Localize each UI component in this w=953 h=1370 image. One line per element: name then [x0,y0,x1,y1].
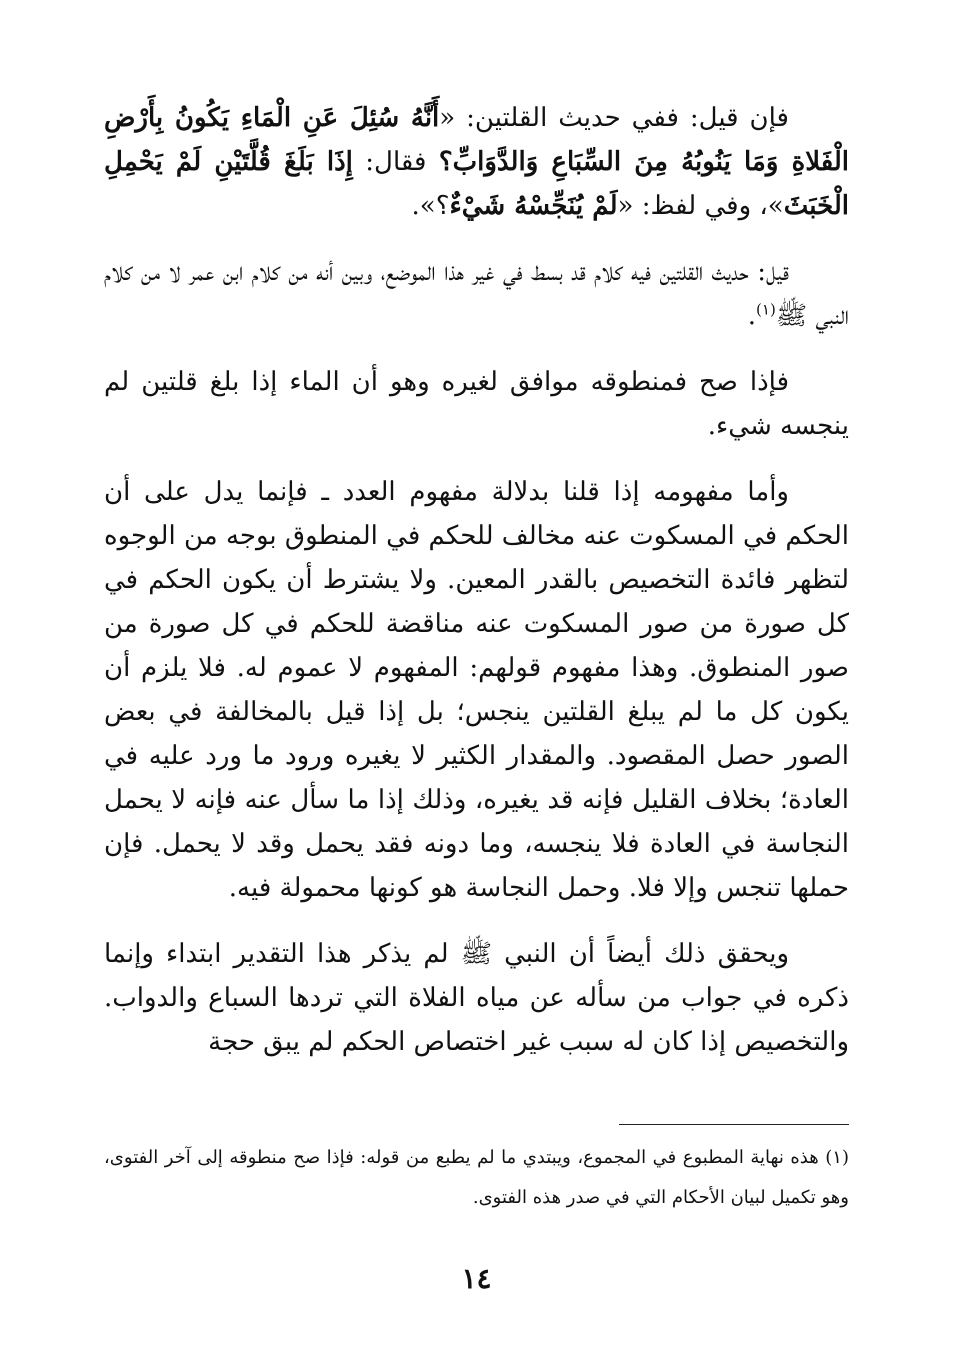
paragraph-2 [104,250,849,338]
hadith-variant: لَمْ يُنَجِّسْهُ شَيْءٌ [449,191,618,221]
paragraph-5: ويحقق ذلك أيضاً أن النبي ﷺ لم يذكر هذا التقدير ابتداء وإنما ذكره في جواب من سأله عن مياه الفلاة التي تردها السباع والدواب. والتخصيص إذا كان له سبب غير اختصاص الحكم لم يبق حجة [104,939,849,1057]
page-number: ١٤ [461,1262,492,1295]
paragraph-1 [104,96,849,228]
footnotes-block [104,1138,849,1218]
footnote-divider [619,1124,849,1125]
hadith-question: أَنَّهُ سُئِلَ عَنِ الْمَاءِ يَكُونُ بِأَرْضِ الْفَلاةِ وَمَا يَنُوبُهُ مِنَ السِّبَاعِ وَالدَّوَابِّ؟ [104,103,849,177]
paragraph-4: وأما مفهومه إذا قلنا بدلالة مفهوم العدد ـ فإنما يدل على أن الحكم في المسكوت عنه مخالف للحكم في المنطوق بوجه من الوجوه لتظهر فائدة التخصيص بالقدر المعين. ولا يشترط أن يكون الحكم في كل صورة من صور المسكوت عنه مناقضة للحكم في كل صورة من صور المنطوق. وهذا مفهوم قولهم: المفهوم لا عموم له. فلا يلزم أن يكون كل ما لم يبلغ القلتين ينجس؛ بل إذا قيل بالمخالفة في بعض الصور حصل المقصود. والمقدار الكثير لا يغيره ورود ما ورد عليه في العادة؛ بخلاف القليل فإنه قد يغيره، وذلك إذا ما سأل عنه فإنه لا يحمل النجاسة في العادة فلا ينجسه، وما دونه فقد يحمل وقد لا يحمل. فإن حملها تنجس وإلا فلا. وحمل النجاسة هو كونها محمولة فيه. [104,477,849,903]
main-text-block [104,96,849,1086]
paragraph-2-text: قيل: حديث القلتين فيه كلام قد بسط في غير هذا الموضع، وبين أنه من كلام ابن عمر لا من كلام النبي ﷺ [104,257,849,331]
footnote-reference: (١) [756,300,776,319]
paragraph-1-mid2: »، وفي لفظ: « [617,191,784,221]
paragraph-1-end: ؟». [411,191,450,221]
paragraph-3: فإذا صح فمنطوقه موافق لغيره وهو أن الماء إذا بلغ قلتين لم ينجسه شيء. [104,367,849,441]
paragraph-1-intro: فإن قيل: ففي حديث القلتين: « [439,103,789,133]
paragraph-2-end: . [747,301,757,331]
hadith-answer: إِذَا بَلَغَ قُلَّتَيْنِ لَمْ يَحْمِلِ الْخَبَثَ [104,147,849,221]
paragraph-1-mid: فقال: [352,147,439,177]
footnote-1: (١) هذه نهاية المطبوع في المجموع، ويبتدي ما لم يطبع من قوله: فإذا صح منطوقه إلى آخر الفتوى، وهو تكميل لبيان الأحكام التي في صدر هذه الفتوى. [104,1147,849,1208]
